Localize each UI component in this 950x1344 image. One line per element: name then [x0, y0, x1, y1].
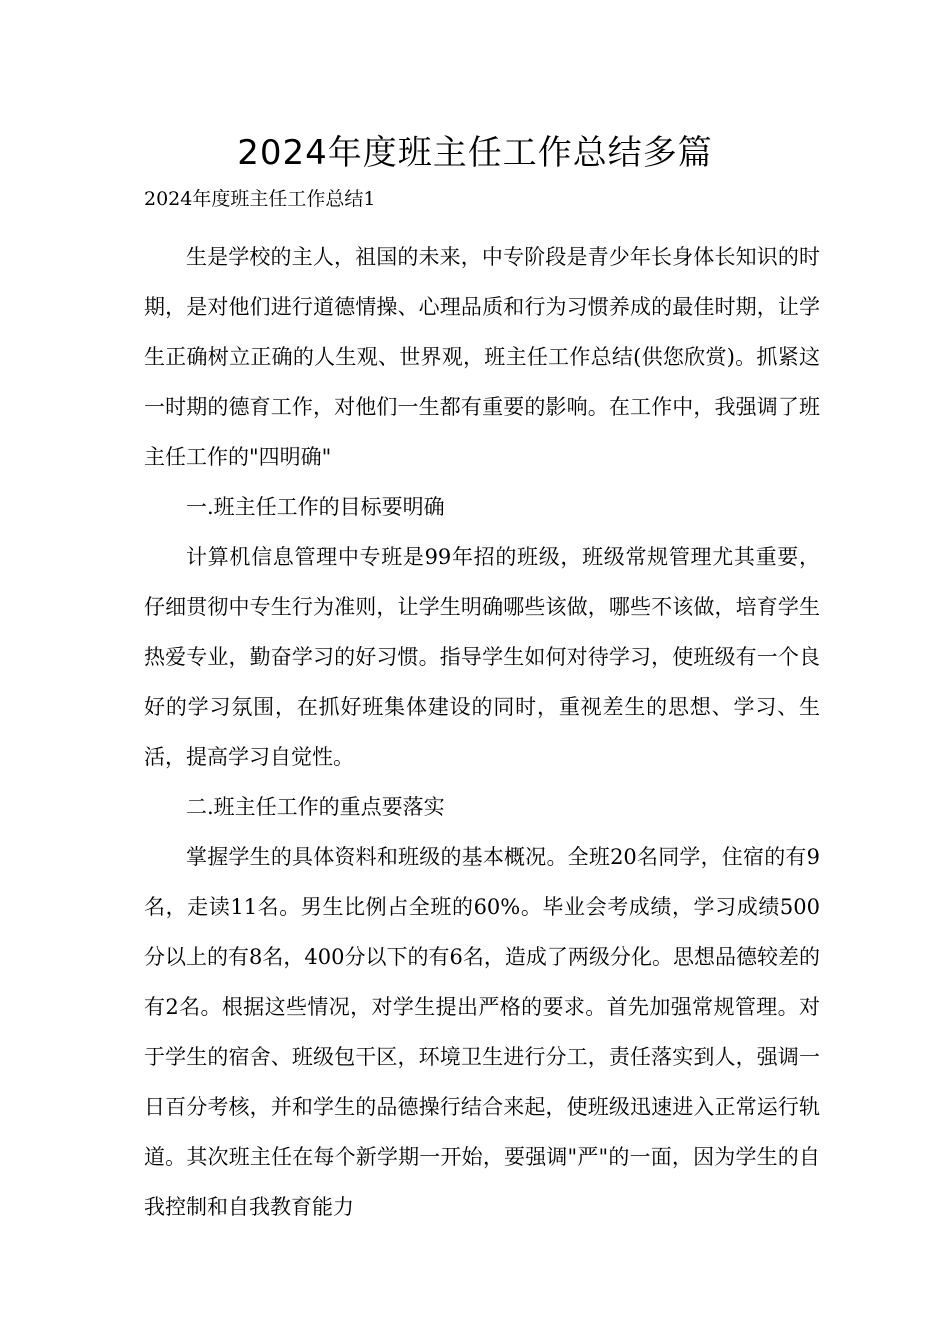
paragraph-intro: 生是学校的主人，祖国的未来，中专阶段是青少年长身体长知识的时期，是对他们进行道德情操、心理品质和行为习惯养成的最佳时期，让学生正确树立正确的人生观、世界观，班主任工作总结(供您欣赏)。抓紧这一时期的德育工作，对他们一生都有重要的影响。在工作中，我强调了班主任工作的"四明确": [144, 245, 820, 469]
document-body: [144, 232, 820, 1232]
document-title: 2024年度班主任工作总结多篇: [237, 133, 713, 173]
section-heading-2: 二.班主任工作的重点要落实: [186, 795, 445, 819]
section-subtitle: 2024年度班主任工作总结1: [144, 188, 376, 210]
paragraph-focus: 掌握学生的具体资料和班级的基本概况。全班20名同学，住宿的有9名，走读11名。男生比例占全班的60%。毕业会考成绩，学习成绩500分以上的有8名，400分以下的有6名，造成了两级分化。思想品德较差的有2名。根据这些情况，对学生提出严格的要求。首先加强常规管理。对于学生的宿舍、班级包干区，环境卫生进行分工，责任落实到人，强调一日百分考核，并和学生的品德操行结合来起，使班级迅速进入正常运行轨道。其次班主任在每个新学期一开始，要强调"严"的一面，因为学生的自我控制和自我教育能力: [144, 845, 820, 1219]
section-heading-1: 一.班主任工作的目标要明确: [186, 495, 445, 519]
paragraph-goals: 计算机信息管理中专班是99年招的班级，班级常规管理尤其重要，仔细贯彻中专生行为准则，让学生明确哪些该做，哪些不该做，培育学生热爱专业，勤奋学习的好习惯。指导学生如何对待学习，使班级有一个良好的学习氛围，在抓好班集体建设的同时，重视差生的思想、学习、生活，提高学习自觉性。: [144, 545, 820, 769]
